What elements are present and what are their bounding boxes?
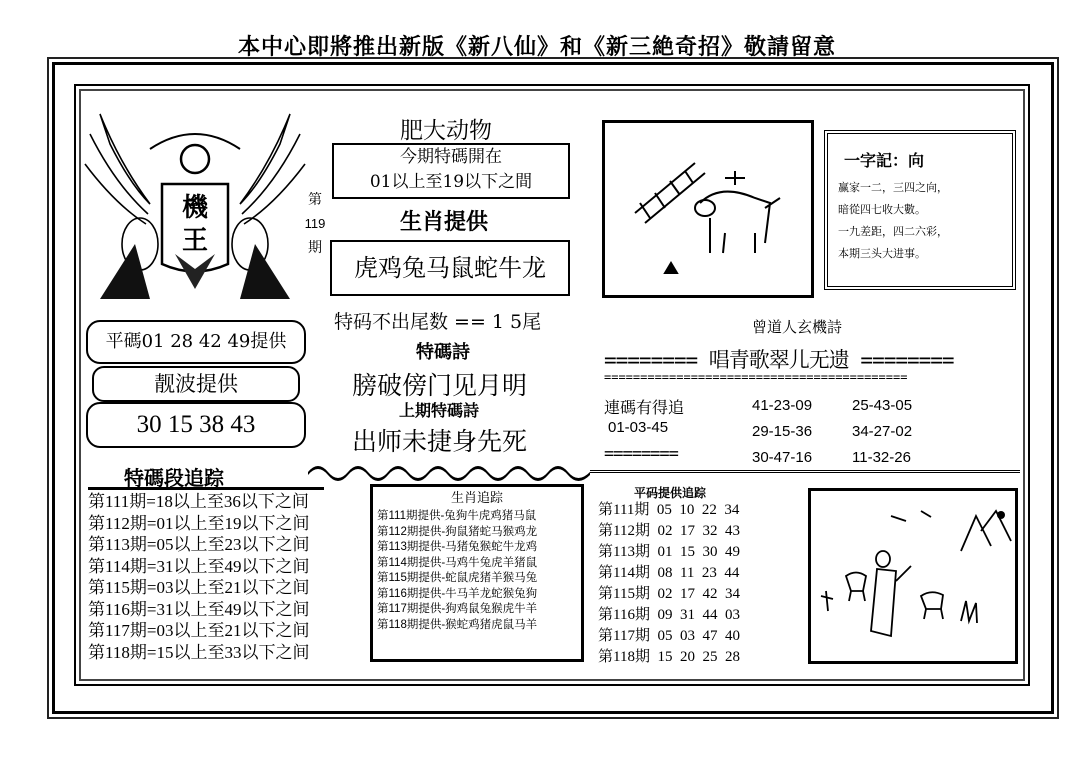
one-word-line: 一九差距，四二六彩， [838, 225, 948, 238]
fat-animal-title: 肥大动物 [400, 118, 492, 144]
one-word-line: 本期三头大进事。 [838, 247, 926, 260]
list-item: 第118期=15以上至33以下之间 [88, 642, 310, 662]
shepherd-picture-frame [808, 488, 1018, 664]
bull-illustration [605, 123, 811, 295]
wave-title-box: 靓波提供 [92, 366, 300, 402]
one-word-line: 暗從四七收大數。 [838, 203, 926, 216]
logo-text-bottom: 王 [182, 226, 209, 256]
segment-tracking-list [88, 491, 309, 663]
segment-title-rule [88, 487, 324, 490]
list-item: 第113期=05以上至23以下之间 [88, 535, 310, 554]
list-item: 第111期 05 10 22 34 [598, 502, 740, 518]
poem-title: 特碼詩 [416, 342, 470, 363]
list-item: 第117期 05 03 47 40 [598, 628, 740, 644]
list-item: 第113期 01 15 30 49 [598, 544, 740, 560]
list-item: 第112期=01以上至19以下之间 [88, 513, 310, 533]
list-item: 第113期提供-马猪兔猴蛇牛龙鸡 [377, 541, 538, 553]
issue-number: 第 119 期 [304, 192, 326, 256]
flat-tracking-list [598, 500, 740, 668]
list-item: 第111期=18以上至36以下之间 [88, 492, 309, 511]
list-item: 第111期提供-兔狗牛虎鸡猪马鼠 [377, 510, 537, 522]
one-word-title: 一字記：向 [844, 151, 925, 170]
list-item: 第114期提供-马鸡牛兔虎羊猪鼠 [377, 556, 538, 569]
prev-poem-title: 上期特碼詩 [399, 401, 480, 420]
flat-tracking-title: 平码提供追踪 [634, 486, 707, 500]
zodiac-tracking-title: 生肖追踪 [450, 491, 503, 506]
list-item: 第115期 02 17 42 34 [598, 586, 740, 602]
list-item: 第114期=31以上至49以下之间 [88, 556, 310, 576]
zodiac-pick-box: 虎鸡兔马鼠蛇牛龙 [330, 240, 570, 296]
zodiac-title: 生肖提供 [400, 209, 489, 235]
list-item: 第115期提供-蛇鼠虎猪羊猴马兔 [377, 572, 538, 584]
tail-exclude: 特码不出尾数 == 1 5尾 [334, 311, 542, 333]
logo-text-top: 機 [182, 193, 209, 223]
decorative-band [308, 460, 590, 484]
list-item: 第112期提供-狗鼠猪蛇马猴鸡龙 [377, 525, 538, 538]
mystic-divider: ========================================== [604, 370, 908, 384]
mystic-label: 連碼有得追 [604, 398, 685, 417]
one-word-box [824, 130, 1016, 290]
segment-tracking-title: 特碼段追踪 [124, 466, 224, 490]
list-item: 第112期 02 17 32 43 [598, 523, 740, 539]
list-item: 第116期提供-牛马羊龙蛇猴兔狗 [377, 587, 538, 600]
mystic-banner: ======== 唱青歌翠儿无遗 ======== [604, 348, 954, 372]
mystic-title: 曾道人玄機詩 [752, 318, 843, 336]
mystic-col2: 25-43-05 34-27-02 11-32-26 [852, 397, 913, 466]
wave-numbers-box: 30 15 38 43 [86, 402, 306, 448]
list-item: 第117期=03以上至21以下之间 [88, 621, 310, 640]
mystic-codes-left: 01-03-45 [608, 419, 669, 436]
poem-line: 膀破傍门见月明 [352, 371, 528, 400]
list-item: 第117期提供-狗鸡鼠兔猴虎牛羊 [377, 603, 538, 615]
one-word-line: 赢家一二，三四之向， [838, 181, 948, 194]
bull-picture-frame [602, 120, 814, 298]
announcement: 本中心即將推出新版《新八仙》和《新三絶奇招》敬請留意 [238, 34, 837, 60]
zodiac-tracking-list [377, 509, 577, 633]
zodiac-tracking-box [370, 484, 584, 662]
shepherd-illustration [811, 491, 1015, 661]
special-range-box [332, 143, 570, 199]
list-item: 第116期=31以上至49以下之间 [88, 599, 310, 619]
list-item: 第115期=03以上至21以下之间 [88, 578, 310, 597]
list-item: 第114期 08 11 23 44 [598, 565, 740, 581]
prev-poem-line: 出师未捷身先死 [352, 427, 528, 456]
special-range-line2: 01以上至19以下之間 [369, 172, 533, 192]
flat-code-box: 平碼01 28 42 49提供 [86, 320, 306, 364]
list-item: 第116期 09 31 44 03 [598, 607, 740, 623]
special-range-line1: 今期特碼開在 [400, 147, 502, 167]
mystic-bottom-eq: ======== [604, 444, 678, 464]
winged-emblem-logo [80, 104, 310, 304]
list-item: 第118期提供-猴蛇鸡猪虎鼠马羊 [377, 618, 538, 631]
section-divider [590, 470, 1020, 473]
mystic-col1: 41-23-09 29-15-36 30-47-16 [752, 397, 813, 466]
list-item: 第118期 15 20 25 28 [598, 649, 740, 665]
